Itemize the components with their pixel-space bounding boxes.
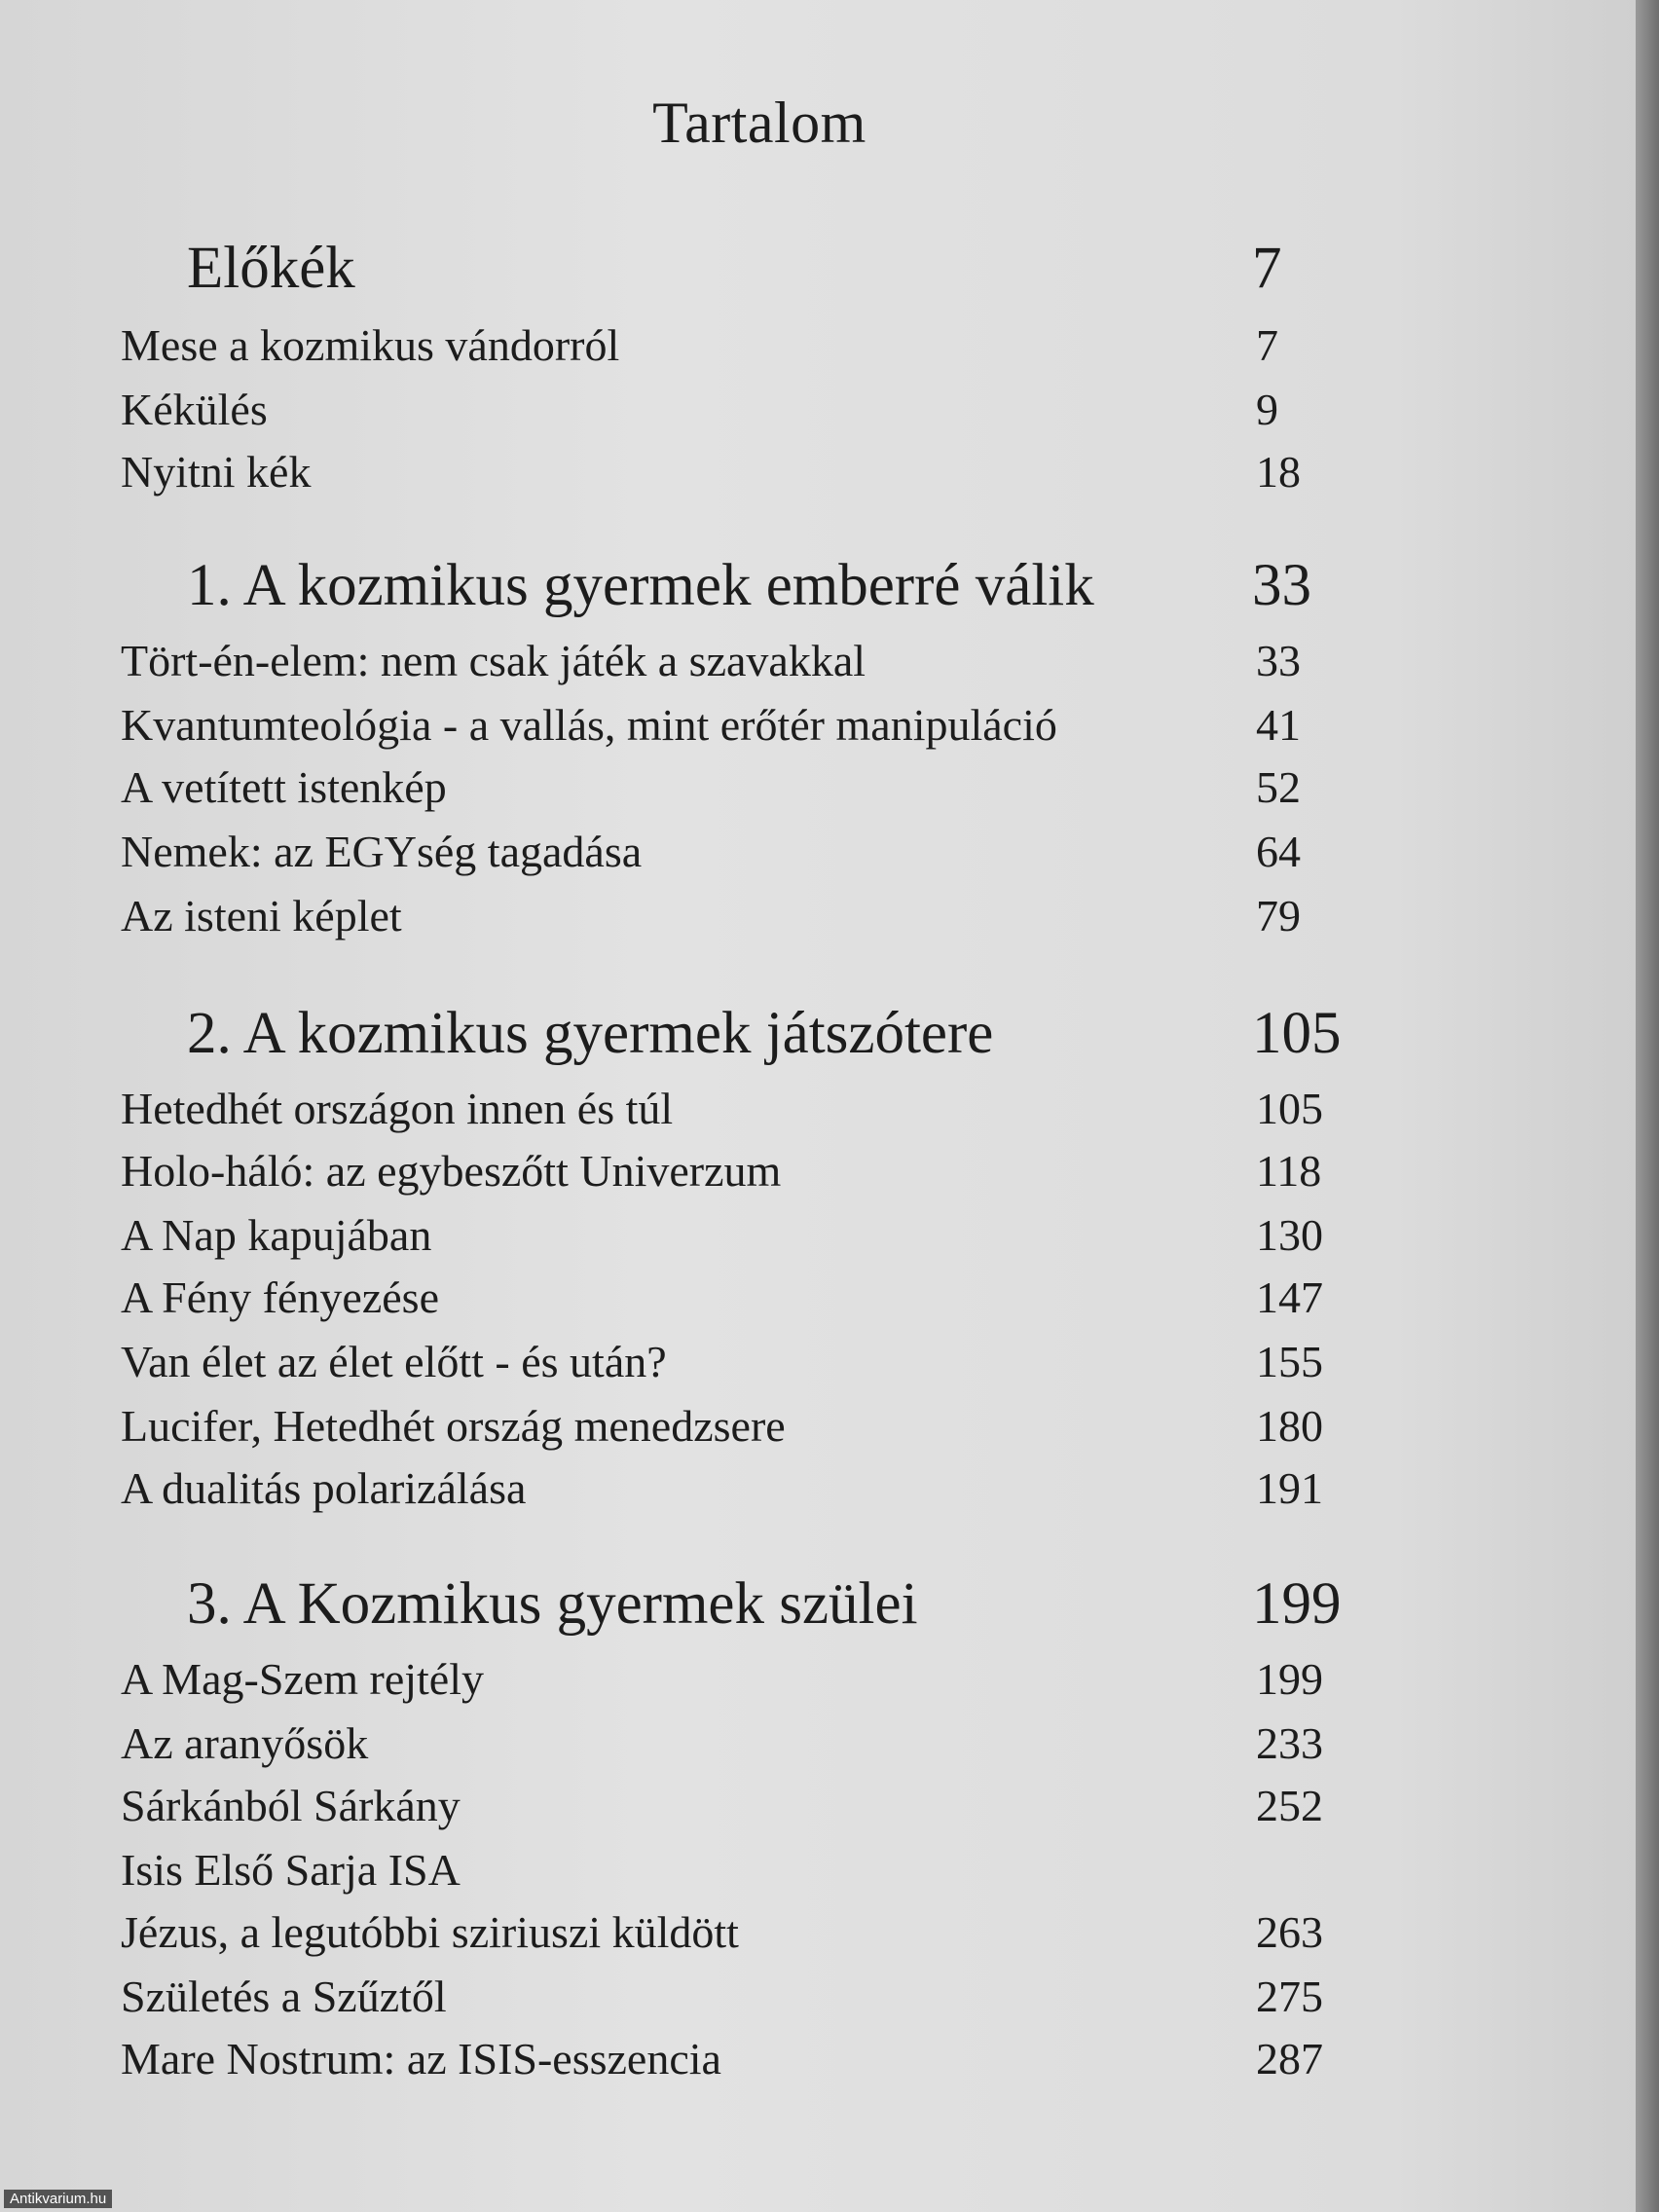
toc-entry bbox=[0, 1774, 1636, 1838]
toc-entry bbox=[0, 629, 1636, 693]
toc-entry-page: 105 bbox=[1256, 1084, 1323, 1133]
toc-entry bbox=[0, 378, 1636, 442]
toc-entry-page: 52 bbox=[1256, 762, 1301, 812]
toc-entry bbox=[0, 1647, 1636, 1712]
toc-entry bbox=[0, 1900, 1636, 1965]
toc-entry-page: 275 bbox=[1256, 1972, 1323, 2021]
toc-entry-label: Lucifer, Hetedhét ország menedzsere bbox=[121, 1401, 786, 1451]
toc-entry-label: Isis Első Sarja ISA bbox=[121, 1845, 461, 1895]
toc-entry-page: 41 bbox=[1256, 700, 1301, 750]
toc-entry-label: A Nap kapujában bbox=[121, 1210, 432, 1260]
toc-entry bbox=[0, 1266, 1636, 1330]
toc-entry bbox=[0, 440, 1636, 504]
toc-entry bbox=[0, 1394, 1636, 1458]
toc-section-page: 33 bbox=[1252, 553, 1311, 618]
toc-section-page: 7 bbox=[1252, 236, 1282, 301]
toc-entry-page: 79 bbox=[1256, 891, 1301, 940]
toc-section bbox=[0, 230, 1636, 308]
toc-entry-page: 9 bbox=[1256, 385, 1278, 434]
toc-entry bbox=[0, 820, 1636, 884]
toc-entry-page: 64 bbox=[1256, 827, 1301, 876]
toc-entry-page: 233 bbox=[1256, 1718, 1323, 1768]
toc-entry bbox=[0, 1965, 1636, 2029]
page-title: Tartalom bbox=[652, 91, 866, 155]
toc-entry bbox=[0, 1330, 1636, 1394]
toc-entry-page: 191 bbox=[1256, 1463, 1323, 1513]
toc-entry-label: Az aranyősök bbox=[121, 1718, 369, 1768]
toc-entry-label: Mare Nostrum: az ISIS-esszencia bbox=[121, 2034, 721, 2083]
toc-entry-label: Az isteni képlet bbox=[121, 891, 402, 940]
toc-section-page: 105 bbox=[1252, 1001, 1342, 1066]
toc-entry bbox=[0, 2027, 1636, 2091]
toc-entry bbox=[0, 1838, 1636, 1902]
toc-entry bbox=[0, 1077, 1636, 1141]
toc-entry-label: A vetített istenkép bbox=[121, 762, 447, 812]
toc-entry-page: 155 bbox=[1256, 1337, 1323, 1386]
toc-entry-label: Kvantumteológia - a vallás, mint erőtér manipuláció bbox=[121, 700, 1057, 750]
toc-entry bbox=[0, 1203, 1636, 1268]
toc-entry bbox=[0, 693, 1636, 757]
toc-entry-label: Sárkánból Sárkány bbox=[121, 1781, 461, 1830]
toc-entry-label: Jézus, a legutóbbi sziriuszi küldött bbox=[121, 1907, 739, 1957]
toc-section bbox=[0, 995, 1636, 1073]
toc-entry-page: 180 bbox=[1256, 1401, 1323, 1451]
toc-section-page: 199 bbox=[1252, 1571, 1342, 1637]
watermark-text: Antikvarium.hu bbox=[4, 2190, 112, 2208]
toc-entry-label: Kékülés bbox=[121, 385, 268, 434]
toc-entry-page: 287 bbox=[1256, 2034, 1323, 2083]
toc-entry-page: 263 bbox=[1256, 1907, 1323, 1957]
toc-entry-label: Hetedhét országon innen és túl bbox=[121, 1084, 674, 1133]
toc-entry-label: A Fény fényezése bbox=[121, 1272, 439, 1322]
toc-entry bbox=[0, 1712, 1636, 1776]
toc-entry bbox=[0, 884, 1636, 948]
toc-entry-page: 199 bbox=[1256, 1654, 1323, 1704]
toc-section bbox=[0, 1566, 1636, 1643]
page-edge-shadow bbox=[1636, 0, 1659, 2212]
toc-section-label: 3. A Kozmikus gyermek szülei bbox=[187, 1571, 918, 1637]
toc-entry-label: A Mag-Szem rejtély bbox=[121, 1654, 485, 1704]
toc-section-label: 1. A kozmikus gyermek emberré válik bbox=[187, 553, 1094, 618]
toc-entry-label: Mese a kozmikus vándorról bbox=[121, 320, 620, 370]
toc-entry-label: Nemek: az EGYség tagadása bbox=[121, 827, 643, 876]
toc-entry-label: Nyitni kék bbox=[121, 447, 312, 497]
toc-entry-page: 33 bbox=[1256, 636, 1301, 685]
toc-section-label: 2. A kozmikus gyermek játszótere bbox=[187, 1001, 994, 1066]
toc-entry-label: A dualitás polarizálása bbox=[121, 1463, 527, 1513]
toc-entry-page: 118 bbox=[1256, 1146, 1322, 1196]
toc-entry bbox=[0, 1456, 1636, 1521]
toc-entry-label: Van élet az élet előtt - és után? bbox=[121, 1337, 667, 1386]
toc-entry-label: Születés a Szűztől bbox=[121, 1972, 447, 2021]
toc-entry-page: 7 bbox=[1256, 320, 1278, 370]
toc-entry bbox=[0, 1139, 1636, 1203]
toc-entry-page: 18 bbox=[1256, 447, 1301, 497]
toc-entry-label: Tört-én-elem: nem csak játék a szavakkal bbox=[121, 636, 866, 685]
toc-entry-label: Holo-háló: az egybeszőtt Univerzum bbox=[121, 1146, 782, 1196]
toc-section-label: Előkék bbox=[187, 236, 355, 301]
toc-entry-page: 147 bbox=[1256, 1272, 1323, 1322]
toc-entry bbox=[0, 756, 1636, 820]
toc-entry-page: 130 bbox=[1256, 1210, 1323, 1260]
toc-entry-page: 252 bbox=[1256, 1781, 1323, 1830]
toc-section bbox=[0, 547, 1636, 625]
toc-entry bbox=[0, 313, 1636, 378]
